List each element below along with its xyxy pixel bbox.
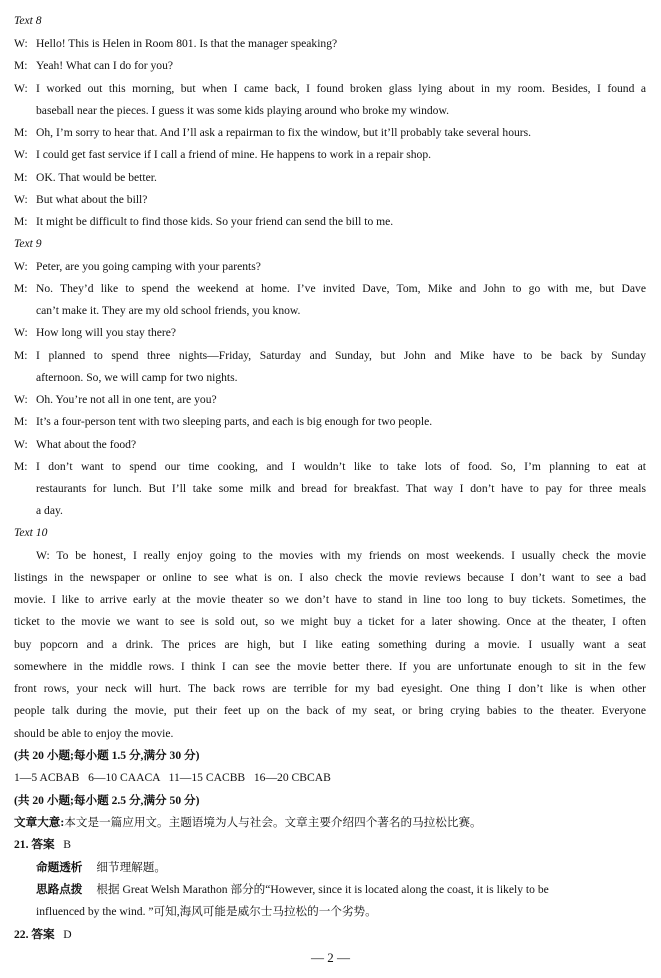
section1-header: (共 20 小题;每小题 1.5 分,满分 30 分) xyxy=(14,749,200,762)
dialogue-line: M: OK. That would be better. xyxy=(14,171,157,184)
dialogue-line-cont: a day. xyxy=(36,504,63,517)
dialogue-line: W: How long will you stay there? xyxy=(14,326,177,339)
dialogue-line-cont: restaurants for lunch. But I’ll take some milk and bread for breakfast. That way I don’t have to pay for three meals xyxy=(36,482,646,495)
dialogue-line: W: Hello! This is Helen in Room 801. Is that the manager speaking? xyxy=(14,37,338,50)
text8-heading: Text 8 xyxy=(14,14,42,27)
dialogue-line: W: Oh. You’re not all in one tent, are you? xyxy=(14,393,217,406)
dialogue-line: W: Peter, are you going camping with your parents? xyxy=(14,260,261,273)
dialogue-line: M: No. They’d like to spend the weekend at home. I’ve invited Dave, Tom, Mike and John to go with me, but Dave xyxy=(14,282,646,295)
q21-answer xyxy=(14,837,646,852)
summary-text: 本文是一篇应用文。主题语境为人与社会。文章主要介绍四个著名的马拉松比赛。 xyxy=(64,816,482,829)
q21-analysis-text: 细节理解题。 xyxy=(96,861,166,874)
q21-label: 21. 答案 xyxy=(14,838,55,851)
q22-value: D xyxy=(63,928,72,941)
q21-hint-label: 思路点拨 xyxy=(36,883,83,896)
dialogue-line: W: But what about the bill? xyxy=(14,193,148,206)
paragraph-line: somewhere in the middle rows. I think I can see the movie better there. If you are unfortunate enough to sit in the few xyxy=(14,660,646,673)
q21-hint-text: 根据 Great Welsh Marathon 部分的“However, since it is located along the coast, it is likely to be xyxy=(96,883,549,896)
dialogue-line: M: I don’t want to spend our time cooking, and I wouldn’t like to take lots of food. So, I’m planning to eat at xyxy=(14,460,646,473)
dialogue-line: M: I planned to spend three nights—Friday, Saturday and Sunday, but John and Mike have to be back by Sunday xyxy=(14,349,646,362)
paragraph-line: movie. I like to arrive early at the movie theater so we don’t have to stand in line too long to buy tickets. Sometimes, the xyxy=(14,593,646,606)
summary-label: 文章大意: xyxy=(14,816,65,829)
summary xyxy=(14,815,646,830)
paragraph-line: W: To be honest, I really enjoy going to the movies with my friends on most weekends. I usually check the movie xyxy=(36,549,646,562)
q21-analysis-label: 命题透析 xyxy=(36,861,83,874)
section1-answers: 1—5 ACBAB 6—10 CAACA 11—15 CACBB 16—20 CBCAB xyxy=(14,771,331,784)
section2-header: (共 20 小题;每小题 2.5 分,满分 50 分) xyxy=(14,794,200,807)
dialogue-line: W: I worked out this morning, but when I came back, I found broken glass lying about in my room. Besides, I found a xyxy=(14,82,646,95)
paragraph-line: buy popcorn and a drink. The prices are high, but I like eating something during a movie. I usually want a seat xyxy=(14,638,646,651)
dialogue-line: M: Yeah! What can I do for you? xyxy=(14,59,174,72)
paragraph-line: people talk during the movie, put their feet up on the back of my seat, or bring crying babies to the theater. Everyone xyxy=(14,704,646,717)
dialogue-line: W: What about the food? xyxy=(14,438,137,451)
paragraph-line: listings in the newspaper or online to see what is on. I also check the movie reviews because I don’t want to see a bad xyxy=(14,571,646,584)
dialogue-line: M: It’s a four-person tent with two sleeping parts, and each is big enough for two people. xyxy=(14,415,433,428)
dialogue-line: M: Oh, I’m sorry to hear that. And I’ll ask a repairman to fix the window, but it’ll probably take several hours. xyxy=(14,126,532,139)
dialogue-line: W: I could get fast service if I call a friend of mine. He happens to work in a repair shop. xyxy=(14,148,432,161)
q22-answer xyxy=(14,927,646,942)
q21-hint-cont: influenced by the wind. ”可知,海风可能是威尔士马拉松的一个劣势。 xyxy=(36,905,377,918)
q21-value: B xyxy=(63,838,72,851)
q21-hint xyxy=(36,882,646,897)
q22-label: 22. 答案 xyxy=(14,928,55,941)
text9-heading: Text 9 xyxy=(14,237,42,250)
dialogue-line-cont: afternoon. So, we will camp for two nights. xyxy=(36,371,238,384)
dialogue-line-cont: baseball near the pieces. I guess it was some kids playing around who broke my window. xyxy=(36,104,449,117)
page-number: — 2 — xyxy=(311,950,350,965)
dialogue-line-cont: can’t make it. They are my old school friends, you know. xyxy=(36,304,301,317)
paragraph-line: should be able to enjoy the movie. xyxy=(14,727,174,740)
dialogue-line: M: It might be difficult to find those kids. So your friend can send the bill to me. xyxy=(14,215,394,228)
text10-heading: Text 10 xyxy=(14,526,48,539)
paragraph-line: front rows, your neck will hurt. The back rows are terrible for my bad eyesight. One thing I don’t like is when other xyxy=(14,682,646,695)
q21-analysis xyxy=(36,860,661,875)
paragraph-line: ticket to the movie we want to see is sold out, so we might buy a ticket for a later showing. Once at the theater, I often xyxy=(14,615,646,628)
